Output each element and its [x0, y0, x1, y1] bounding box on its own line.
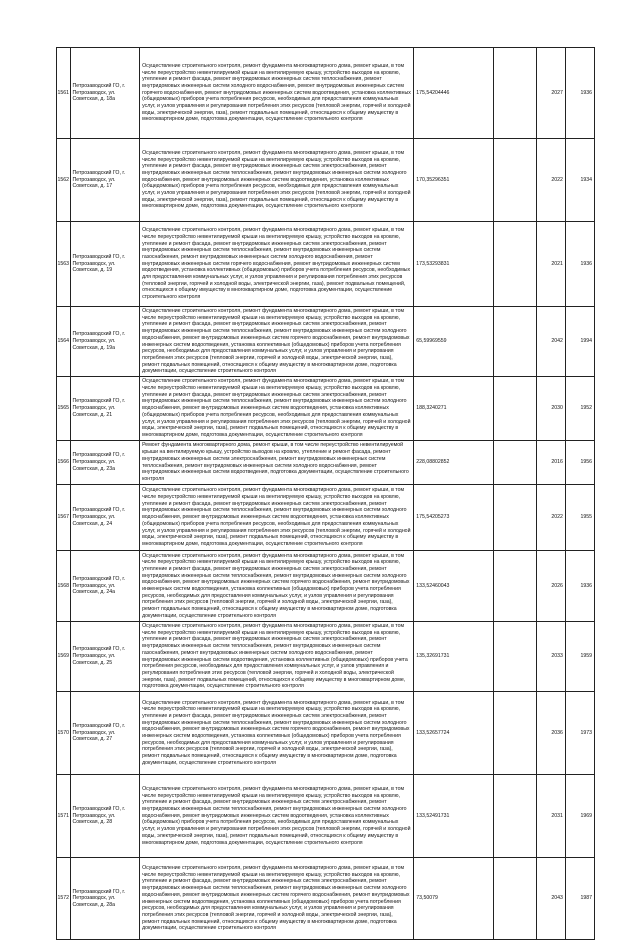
cost-cell: 73,50079	[414, 858, 494, 940]
cost-cell: 65,59969559	[414, 307, 494, 377]
row-number: 1571	[57, 775, 71, 858]
row-number: 1564	[57, 307, 71, 377]
cost-cell: 173,53293831	[414, 222, 494, 307]
empty-cell	[494, 48, 537, 139]
works-cell: Осуществление строительного контроля, ремонт фундамента многоквартирного дома, ремонт крыши, в том числе переустройство невентилируемой крыши на вентилируемую крышу, устройство выходов на кровлю, утепление и ремонт фасада, ремонт внутридомовых инженерных систем электроснабжения, ремонт внутридомовых инженерных систем теплоснабжения, ремонт внутридомовых инженерных систем газоснабжения, ремонт внутридомовых инженерных систем холодного водоснабжения, ремонт внутридомовых инженерных систем горячего водоснабжения, ремонт внутридомовых инженерных систем водоотведения, установка коллективных (общедомовых) приборов учета потребления ресурсов, необходимых для предоставления коммунальных услуг, и узлов управления и регулирования потребления этих ресурсов (тепловой энергии, горячей и холодной воды, электрической энергии, газа), ремонт подвальных помещений, относящихся к общему имуществу в многоквартирном доме, подготовка документации, осуществление строительного контроля	[140, 222, 414, 307]
table-row	[57, 441, 595, 485]
repair-year-cell: 2026	[536, 551, 565, 622]
empty-cell	[494, 139, 537, 222]
empty-cell	[494, 377, 537, 441]
address-cell: Петрозаводский ГО, г. Петрозаводск, ул. Советская, д. 28а	[70, 858, 140, 940]
table-row	[57, 775, 595, 858]
cost-cell: 133,52657724	[414, 692, 494, 775]
row-number: 1563	[57, 222, 71, 307]
table-row	[57, 222, 595, 307]
table-row	[57, 307, 595, 377]
table-row	[57, 622, 595, 692]
address-cell: Петрозаводский ГО, г. Петрозаводск, ул. Советская, д. 24а	[70, 551, 140, 622]
address-cell: Петрозаводский ГО, г. Петрозаводск, ул. Советская, д. 17	[70, 139, 140, 222]
repair-year-cell: 2027	[536, 48, 565, 139]
empty-cell	[494, 222, 537, 307]
table-row	[57, 858, 595, 940]
works-cell: Осуществление строительного контроля, ремонт фундамента многоквартирного дома, ремонт крыши, в том числе переустройство невентилируемой крыши на вентилируемую крышу, устройство выходов на кровлю, утепление и ремонт фасада, ремонт внутридомовых инженерных систем электроснабжения, ремонт внутридомовых инженерных систем теплоснабжения, ремонт внутридомовых инженерных систем холодного водоснабжения, ремонт внутридомовых инженерных систем водоотведения, установка коллективных (общедомовых) приборов учета потребления ресурсов, необходимых для предоставления коммунальных услуг, и узлов управления и регулирования потребления этих ресурсов (тепловой энергии, горячей и холодной воды, электрической энергии, газа), ремонт подвальных помещений, относящихся к общему имуществу в многоквартирном доме, подготовка документации, осуществление строительного контроля	[140, 377, 414, 441]
built-year-cell: 1934	[565, 139, 594, 222]
repair-year-cell: 2042	[536, 307, 565, 377]
address-cell: Петрозаводский ГО, г. Петрозаводск, ул. Советская, д. 19а	[70, 307, 140, 377]
address-cell: Петрозаводский ГО, г. Петрозаводск, ул. Советская, д. 25	[70, 622, 140, 692]
built-year-cell: 1994	[565, 307, 594, 377]
works-cell: Осуществление строительного контроля, ремонт фундамента многоквартирного дома, ремонт крыши, в том числе переустройство невентилируемой крыши на вентилируемую крышу, устройство выходов на кровлю, утепление и ремонт фасада, ремонт внутридомовых инженерных систем электроснабжения, ремонт внутридомовых инженерных систем теплоснабжения, ремонт внутридомовых инженерных систем холодного водоснабжения, ремонт внутридомовых инженерных систем водоотведения, установка коллективных (общедомовых) приборов учета потребления ресурсов, необходимых для предоставления коммунальных услуг, и узлов управления и регулирования потребления этих ресурсов (тепловой энергии, горячей и холодной воды, электрической энергии, газа), ремонт подвальных помещений, относящихся к общему имуществу в многоквартирном доме, подготовка документации, осуществление строительного контроля	[140, 775, 414, 858]
table-row	[57, 377, 595, 441]
empty-cell	[494, 441, 537, 485]
repair-year-cell: 2016	[536, 441, 565, 485]
empty-cell	[494, 307, 537, 377]
row-number: 1570	[57, 692, 71, 775]
built-year-cell: 1936	[565, 551, 594, 622]
address-cell: Петрозаводский ГО, г. Петрозаводск, ул. Советская, д. 27	[70, 692, 140, 775]
row-number: 1561	[57, 48, 71, 139]
address-cell: Петрозаводский ГО, г. Петрозаводск, ул. Советская, д. 18а	[70, 48, 140, 139]
built-year-cell: 1959	[565, 622, 594, 692]
works-cell: Осуществление строительного контроля, ремонт фундамента многоквартирного дома, ремонт крыши, в том числе переустройство невентилируемой крыши на вентилируемую крышу, устройство выходов на кровлю, утепление и ремонт фасада, ремонт внутридомовых инженерных систем электроснабжения, ремонт внутридомовых инженерных систем теплоснабжения, ремонт внутридомовых инженерных систем газоснабжения, ремонт внутридомовых инженерных систем холодного водоснабжения, ремонт внутридомовых инженерных систем водоотведения, установка коллективных (общедомовых) приборов учета потребления ресурсов, необходимых для предоставления коммунальных услуг, и узлов управления и регулирования потребления этих ресурсов (тепловой энергии, горячей и холодной воды, электрической энергии, газа), ремонт подвальных помещений, относящихся к общему имуществу в многоквартирном доме, подготовка документации, осуществление строительного контроля	[140, 622, 414, 692]
works-cell: Осуществление строительного контроля, ремонт фундамента многоквартирного дома, ремонт крыши, в том числе переустройство невентилируемой крыши на вентилируемую крышу, устройство выходов на кровлю, утепление и ремонт фасада, ремонт внутридомовых инженерных систем электроснабжения, ремонт внутридомовых инженерных систем теплоснабжения, ремонт внутридомовых инженерных систем холодного водоснабжения, ремонт внутридомовых инженерных систем водоотведения, установка коллективных (общедомовых) приборов учета потребления ресурсов, необходимых для предоставления коммунальных услуг, и узлов управления и регулирования потребления этих ресурсов (тепловой энергии, горячей и холодной воды, электрической энергии, газа), ремонт подвальных помещений, относящихся к общему имуществу в многоквартирном доме, подготовка документации, осуществление строительного контроля	[140, 485, 414, 551]
built-year-cell: 1936	[565, 222, 594, 307]
cost-cell: 175,54205273	[414, 485, 494, 551]
repair-year-cell: 2031	[536, 775, 565, 858]
works-cell: Осуществление строительного контроля, ремонт фундамента многоквартирного дома, ремонт крыши, в том числе переустройство невентилируемой крыши на вентилируемую крышу, устройство выходов на кровлю, утепление и ремонт фасада, ремонт внутридомовых инженерных систем теплоснабжения, ремонт внутридомовых инженерных систем холодного водоснабжения, ремонт внутридомовых инженерных систем горячего водоснабжения, ремонт внутридомовых инженерных систем водоотведения, установка коллективных (общедомовых) приборов учета потребления ресурсов, необходимых для предоставления коммунальных услуг, и узлов управления и регулирования потребления этих ресурсов (тепловой энергии, горячей и холодной воды, электрической энергии, газа), ремонт подвальных помещений, относящихся к общему имуществу в многоквартирном доме, подготовка документации, осуществление строительного контроля	[140, 48, 414, 139]
repair-year-cell: 2021	[536, 222, 565, 307]
works-cell: Осуществление строительного контроля, ремонт фундамента многоквартирного дома, ремонт крыши, в том числе переустройство невентилируемой крыши на вентилируемую крышу, устройство выходов на кровлю, утепление и ремонт фасада, ремонт внутридомовых инженерных систем электроснабжения, ремонт внутридомовых инженерных систем теплоснабжения, ремонт внутридомовых инженерных систем холодного водоснабжения, ремонт внутридомовых инженерных систем горячего водоснабжения, ремонт внутридомовых инженерных систем водоотведения, установка коллективных (общедомовых) приборов учета потребления ресурсов, необходимых для предоставления коммунальных услуг, и узлов управления и регулирования потребления этих ресурсов (тепловой энергии, горячей и холодной воды, электрической энергии, газа), ремонт подвальных помещений, относящихся к общему имуществу в многоквартирном доме, подготовка документации, осуществление строительного контроля	[140, 551, 414, 622]
cost-cell: 133,52460043	[414, 551, 494, 622]
cost-cell: 133,52491731	[414, 775, 494, 858]
built-year-cell: 1952	[565, 377, 594, 441]
address-cell: Петрозаводский ГО, г. Петрозаводск, ул. Советская, д. 28	[70, 775, 140, 858]
address-cell: Петрозаводский ГО, г. Петрозаводск, ул. Советская, д. 19	[70, 222, 140, 307]
built-year-cell: 1936	[565, 48, 594, 139]
repair-year-cell: 2022	[536, 485, 565, 551]
works-cell: Осуществление строительного контроля, ремонт фундамента многоквартирного дома, ремонт крыши, в том числе переустройство невентилируемой крыши на вентилируемую крышу, устройство выходов на кровлю, утепление и ремонт фасада, ремонт внутридомовых инженерных систем электроснабжения, ремонт внутридомовых инженерных систем теплоснабжения, ремонт внутридомовых инженерных систем холодного водоснабжения, ремонт внутридомовых инженерных систем горячего водоснабжения, ремонт внутридомовых инженерных систем водоотведения, установка коллективных (общедомовых) приборов учета потребления ресурсов, необходимых для предоставления коммунальных услуг, и узлов управления и регулирования потребления этих ресурсов (тепловой энергии, горячей и холодной воды, электрической энергии, газа), ремонт подвальных помещений, относящихся к общему имуществу в многоквартирном доме, подготовка документации, осуществление строительного контроля	[140, 692, 414, 775]
table-row	[57, 139, 595, 222]
empty-cell	[494, 692, 537, 775]
address-cell: Петрозаводский ГО, г. Петрозаводск, ул. Советская, д. 24	[70, 485, 140, 551]
repair-year-cell: 2036	[536, 692, 565, 775]
cost-cell: 135,32691731	[414, 622, 494, 692]
cost-cell: 188,3240271	[414, 377, 494, 441]
row-number: 1562	[57, 139, 71, 222]
row-number: 1565	[57, 377, 71, 441]
works-cell: Осуществление строительного контроля, ремонт фундамента многоквартирного дома, ремонт крыши, в том числе переустройство невентилируемой крыши на вентилируемую крышу, устройство выходов на кровлю, утепление и ремонт фасада, ремонт внутридомовых инженерных систем электроснабжения, ремонт внутридомовых инженерных систем теплоснабжения, ремонт внутридомовых инженерных систем холодного водоснабжения, ремонт внутридомовых инженерных систем водоотведения, установка коллективных (общедомовых) приборов учета потребления ресурсов, необходимых для предоставления коммунальных услуг, и узлов управления и регулирования потребления этих ресурсов (тепловой энергии, горячей и холодной воды, электрической энергии, газа), ремонт подвальных помещений, относящихся к общему имуществу в многоквартирном доме, подготовка документации, осуществление строительного контроля	[140, 139, 414, 222]
document-page	[56, 47, 595, 940]
repair-year-cell: 2033	[536, 622, 565, 692]
works-cell: Ремонт фундамента многоквартирного дома, ремонт крыши, в том числе переустройство невентилируемой крыши на вентилируемую крышу, устройство выходов на кровлю, утепление и ремонт фасада, ремонт внутридомовых инженерных систем электроснабжения, ремонт внутридомовых инженерных систем теплоснабжения, ремонт внутридомовых инженерных систем холодного водоснабжения, ремонт внутридомовых инженерных систем водоотведения, подготовка документации, осуществление строительного контроля	[140, 441, 414, 485]
row-number: 1567	[57, 485, 71, 551]
table-row	[57, 48, 595, 139]
built-year-cell: 1955	[565, 485, 594, 551]
row-number: 1568	[57, 551, 71, 622]
table-row	[57, 692, 595, 775]
table-row	[57, 485, 595, 551]
built-year-cell: 1973	[565, 692, 594, 775]
repair-year-cell: 2030	[536, 377, 565, 441]
works-cell: Осуществление строительного контроля, ремонт фундамента многоквартирного дома, ремонт крыши, в том числе переустройство невентилируемой крыши на вентилируемую крышу, устройство выходов на кровлю, утепление и ремонт фасада, ремонт внутридомовых инженерных систем электроснабжения, ремонт внутридомовых инженерных систем теплоснабжения, ремонт внутридомовых инженерных систем холодного водоснабжения, ремонт внутридомовых инженерных систем горячего водоснабжения, ремонт внутридомовых инженерных систем водоотведения, установка коллективных (общедомовых) приборов учета потребления ресурсов, необходимых для предоставления коммунальных услуг, и узлов управления и регулирования потребления этих ресурсов (тепловой энергии, горячей и холодной воды, электрической энергии, газа), ремонт подвальных помещений, относящихся к общему имуществу в многоквартирном доме, подготовка документации, осуществление строительного контроля	[140, 307, 414, 377]
built-year-cell: 1956	[565, 441, 594, 485]
row-number: 1569	[57, 622, 71, 692]
works-cell: Осуществление строительного контроля, ремонт фундамента многоквартирного дома, ремонт крыши, в том числе переустройство невентилируемой крыши на вентилируемую крышу, устройство выходов на кровлю, утепление и ремонт фасада, ремонт внутридомовых инженерных систем электроснабжения, ремонт внутридомовых инженерных систем теплоснабжения, ремонт внутридомовых инженерных систем холодного водоснабжения, ремонт внутридомовых инженерных систем горячего водоснабжения, ремонт внутридомовых инженерных систем водоотведения, установка коллективных (общедомовых) приборов учета потребления ресурсов, необходимых для предоставления коммунальных услуг, и узлов управления и регулирования потребления этих ресурсов (тепловой энергии, горячей и холодной воды, электрической энергии, газа), ремонт подвальных помещений, относящихся к общему имуществу в многоквартирном доме, подготовка документации, осуществление строительного контроля	[140, 858, 414, 940]
repair-year-cell: 2043	[536, 858, 565, 940]
address-cell: Петрозаводский ГО, г. Петрозаводск, ул. Советская, д. 23а	[70, 441, 140, 485]
cost-cell: 170,35296351	[414, 139, 494, 222]
table-row	[57, 551, 595, 622]
address-cell: Петрозаводский ГО, г. Петрозаводск, ул. Советская, д. 21	[70, 377, 140, 441]
row-number: 1572	[57, 858, 71, 940]
cost-cell: 175,54204446	[414, 48, 494, 139]
empty-cell	[494, 485, 537, 551]
capital-repair-table	[56, 47, 595, 940]
row-number: 1566	[57, 441, 71, 485]
empty-cell	[494, 858, 537, 940]
built-year-cell: 1987	[565, 858, 594, 940]
empty-cell	[494, 622, 537, 692]
repair-year-cell: 2022	[536, 139, 565, 222]
cost-cell: 228,08802852	[414, 441, 494, 485]
empty-cell	[494, 551, 537, 622]
built-year-cell: 1969	[565, 775, 594, 858]
empty-cell	[494, 775, 537, 858]
